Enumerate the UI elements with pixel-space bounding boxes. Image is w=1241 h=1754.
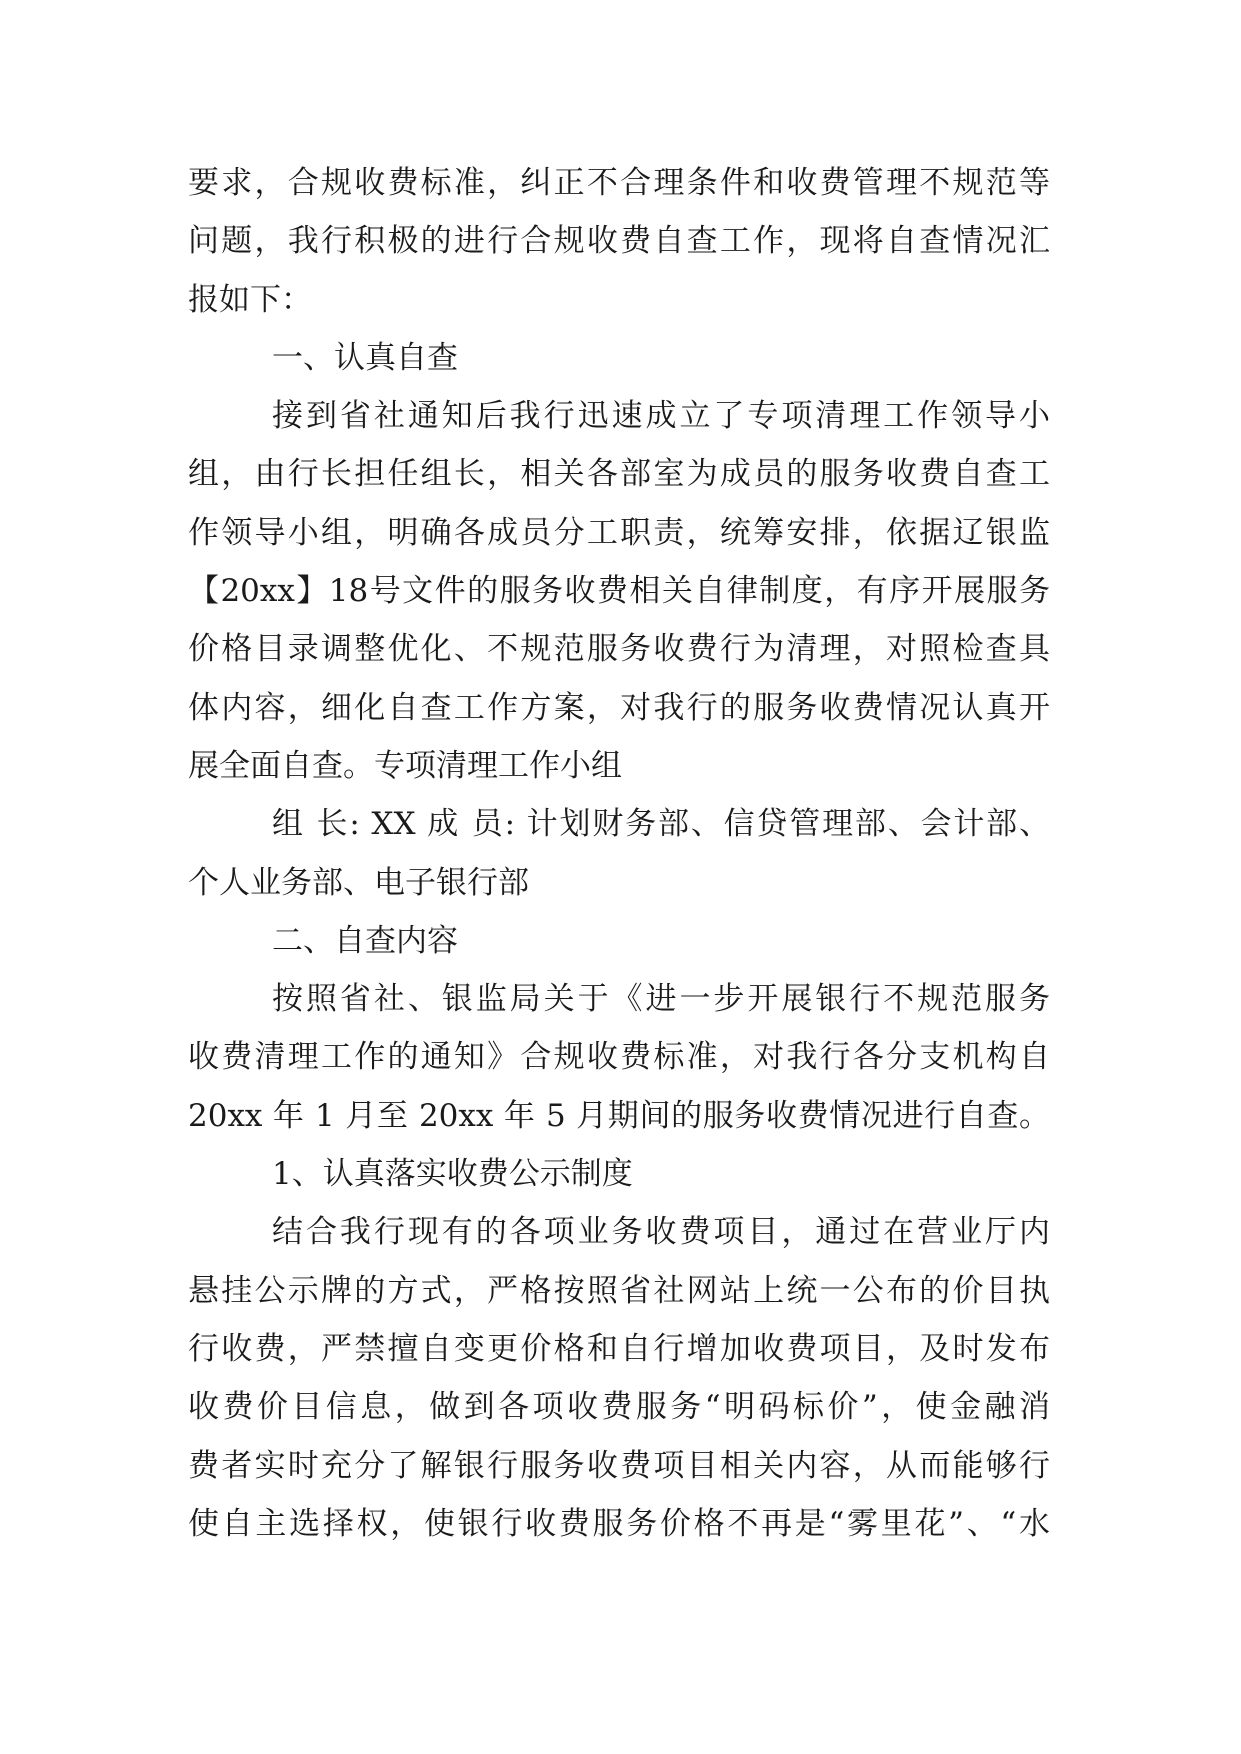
text-line: 要求，合规收费标准，纠正不合理条件和收费管理不规范等 [188,165,1050,201]
document-body [188,154,1050,1553]
text-line: 悬挂公示牌的方式，严格按照省社网站上统一公布的价目执 [188,1272,1050,1309]
text-line: 展全面自查。专项清理工作小组 [188,747,622,784]
section-heading: 二、自查内容 [272,922,458,959]
text-line: 体内容，细化自查工作方案，对我行的服务收费情况认真开 [188,689,1050,726]
text-line: 结合我行现有的各项业务收费项目，通过在营业厅内 [272,1214,1050,1251]
text-line: 使自主选择权，使银行收费服务价格不再是“雾里花”、“水 [188,1505,1050,1542]
text-line: 作领导小组，明确各成员分工职责，统筹安排，依据辽银监 [188,514,1050,551]
text-line: 收费清理工作的通知》合规收费标准，对我行各分支机构自 [188,1039,1050,1076]
text-line: 费者实时充分了解银行服务收费项目相关内容，从而能够行 [188,1447,1050,1484]
text-line: 报如下： [188,281,312,318]
text-line: 接到省社通知后我行迅速成立了专项清理工作领导小 [272,398,1050,435]
section-heading: 一、认真自查 [272,339,458,376]
text-line: 价格目录调整优化、不规范服务收费行为清理，对照检查具 [188,631,1050,668]
text-line: 行收费，严禁擅自变更价格和自行增加收费项目，及时发布 [188,1330,1050,1367]
subsection-heading: 1、认真落实收费公示制度 [272,1156,633,1193]
text-line: 收费价目信息，做到各项收费服务“明码标价”，使金融消 [188,1389,1050,1426]
text-line: 组，由行长担任组长，相关各部室为成员的服务收费自查工 [188,456,1050,493]
text-line: 按照省社、银监局关于《进一步开展银行不规范服务 [272,981,1050,1018]
text-line: 组 长: XX 成 员: 计划财务部、信贷管理部、会计部、 [272,806,1050,843]
text-line: 个人业务部、电子银行部 [188,864,529,901]
text-line: 问题，我行积极的进行合规收费自查工作，现将自查情况汇 [188,223,1050,260]
text-line: 20xx 年 1 月至 20xx 年 5 月期间的服务收费情况进行自查。 [188,1097,1050,1134]
text-line: 【20xx】18号文件的服务收费相关自律制度，有序开展服务 [188,573,1050,610]
